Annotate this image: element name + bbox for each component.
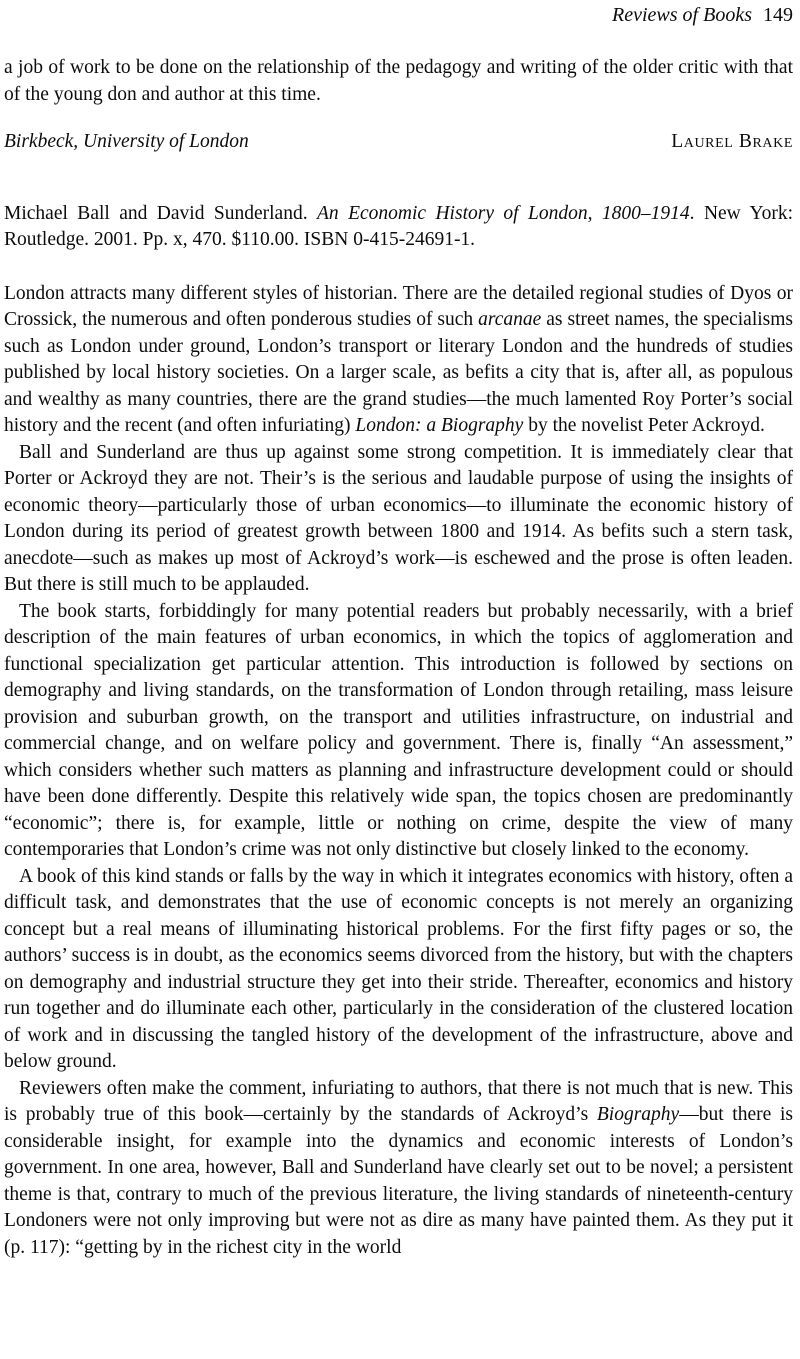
signature-row xyxy=(4,129,793,156)
review-body xyxy=(4,281,793,1262)
running-head-title: Reviews of Books xyxy=(612,4,752,26)
italic-text-run: An Economic History of London, 1800–1914 xyxy=(317,202,690,224)
page-number: 149 xyxy=(763,4,793,26)
italic-text-run: arcanae xyxy=(478,309,542,330)
text-run: —but there is considerable insight, for example into the dynamics and economic interests of London’s government. In one area, however, Ball and Sunderland have clearly set out to be novel; a persistent theme is that, contrary to much of the previous literature, the living standards of nineteenth-century Londoners were not only improving but were not as dire as many have painted them. As they put it (p. 117): “getting by in the richest city in the world xyxy=(4,1104,793,1258)
text-run: by the novelist Peter Ackroyd. xyxy=(523,415,765,436)
text-run: as street names, the specialisms such as London under ground, London’s transport or literary London and the hundreds of studies published by local history societies. On a larger scale, as befits a city that is, after all, as populous and wealthy as many countries, there are the grand studies—the much lamented Roy Porter’s social history and the recent (and often infuriating) xyxy=(4,309,794,436)
italic-text-run: Biography xyxy=(596,1104,680,1125)
reviewer-affiliation: Birkbeck, University of London xyxy=(4,131,249,152)
running-head xyxy=(4,2,793,28)
text-run: A book of this kind stands or falls by the way in which it integrates economics with history, often a difficult task, and demonstrates that the use of economic concepts is not merely an organizing concept but a real means of illuminating historical problems. For the first fifty pages or so, the authors’ success is in doubt, as the economics seems divorced from the history, but with the chapters on demography and industrial structure they get into their stride. Thereafter, economics and history run together and do illuminate each other, particularly in the consideration of the clustered location of work and in discussing the tangled history of the development of the infrastructure, above and below ground. xyxy=(4,865,793,1072)
review-paragraph-4 xyxy=(4,864,793,1076)
review-paragraph-2 xyxy=(4,440,793,599)
text-run: . New York: Routledge. 2001. Pp. x, 470. $110.00. ISBN 0-415-24691-1. xyxy=(4,202,793,250)
text-run: The book starts, forbiddingly for many potential readers but probably necessarily, with a brief description of the main features of urban economics, in which the topics of agglomeration and functional specialization get particular attention. This introduction is followed by sections on demography and living standards, on the transformation of London through retailing, mass leisure provision and suburban growth, on the transport and utilities infrastructure, on industrial and commercial change, and on welfare policy and government. There is, finally “An assessment,” which considers whether such matters as planning and infrastructure development could or should have been done differently. Despite this relatively wide span, the topics chosen are predominantly “economic”; there is, for example, little or nothing on crime, despite the view of many contemporaries that London’s crime was not only distinctive but closely linked to the economy. xyxy=(4,600,793,860)
reviewer-name: Laurel Brake xyxy=(671,131,793,152)
text-run: Ball and Sunderland are thus up against some strong competition. It is immediately clear that Porter or Ackroyd they are not. Their’s is the serious and laudable purpose of using the insights of economic theory—particularly those of urban economics—to illuminate the economic history of London during its period of greatest growth between 1800 and 1914. As befits such a stern task, anecdote—such as makes up most of Ackroyd’s work—is eschewed and the prose is often leaden. But there is still much to be applauded. xyxy=(4,441,793,595)
italic-text-run: London: a Biography xyxy=(355,415,524,436)
previous-review-closing-paragraph: a job of work to be done on the relationship of the pedagogy and writing of the older critic with that of the young don and author at this time. xyxy=(4,57,793,105)
review-paragraph-5 xyxy=(4,1076,793,1262)
text-run: London attracts many different styles of historian. There are the detailed regional studies of Dyos or Crossick, the numerous and often ponderous studies of such xyxy=(4,282,793,330)
text-run: Reviewers often make the comment, infuriating to authors, that there is not much that is new. This is probably true of this book—certainly by the standards of Ackroyd’s xyxy=(4,1077,793,1125)
review-paragraph-1 xyxy=(4,281,793,440)
text-run: Michael Ball and David Sunderland. xyxy=(4,202,317,224)
book-citation xyxy=(4,201,793,254)
review-paragraph-3 xyxy=(4,599,793,864)
